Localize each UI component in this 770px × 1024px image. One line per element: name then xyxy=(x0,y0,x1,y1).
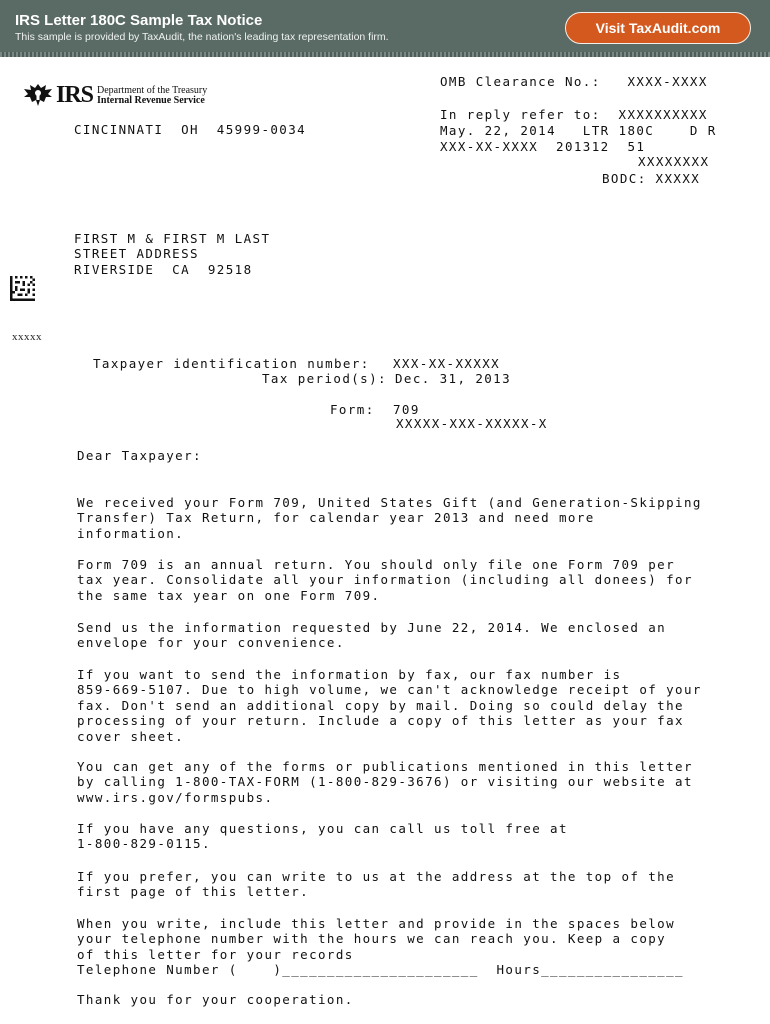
taxpayer-street: STREET ADDRESS xyxy=(74,246,199,261)
paragraph-line: www.irs.gov/formspubs. xyxy=(77,789,274,805)
irs-department xyxy=(97,86,207,106)
banner-divider xyxy=(0,52,770,57)
letter-date-type: May. 22, 2014 LTR 180C D R xyxy=(440,123,717,138)
reference-line: XXX-XX-XXXX 201312 51 xyxy=(440,139,646,154)
paragraph-line: fax. Don't send an additional copy by mail. Doing so could delay the xyxy=(77,697,684,713)
paragraph-line: When you write, include this letter and provide in the spaces below xyxy=(77,915,676,931)
paragraph-line: 1-800-829-0115. xyxy=(77,836,211,852)
form-value-2: XXXXX-XXX-XXXXX-X xyxy=(396,416,548,431)
reference-line-2: XXXXXXXX xyxy=(638,154,710,169)
paragraph-line: If you prefer, you can write to us at the address at the top of the xyxy=(77,868,676,884)
banner xyxy=(0,0,770,52)
bodc: BODC: XXXXX xyxy=(602,171,701,186)
tin-label: Taxpayer identification number: xyxy=(93,356,370,371)
paragraph-line: Send us the information requested by June 22, 2014. We enclosed an xyxy=(77,619,667,635)
taxpayer-city: RIVERSIDE CA 92518 xyxy=(74,262,253,277)
visit-taxaudit-button[interactable]: Visit TaxAudit.com xyxy=(565,12,751,44)
paragraph-line: cover sheet. xyxy=(77,728,185,744)
paragraph-line: Form 709 is an annual return. You should only file one Form 709 per xyxy=(77,556,676,572)
paragraph-line: You can get any of the forms or publications mentioned in this letter xyxy=(77,758,693,774)
telephone-hours-line: Telephone Number ( )______________________ Hours________________ xyxy=(77,962,684,977)
paragraph-line: If you want to send the information by fax, our fax number is xyxy=(77,666,622,682)
barcode-text: xxxxx xyxy=(12,331,42,343)
omb-clearance: OMB Clearance No.: XXXX-XXXX xyxy=(440,74,708,89)
datamatrix-barcode xyxy=(10,276,35,301)
paragraph-line: the same tax year on one Form 709. xyxy=(77,587,381,603)
paragraph-line: envelope for your convenience. xyxy=(77,635,345,651)
tax-period-value: Dec. 31, 2013 xyxy=(395,371,512,386)
form-label: Form: xyxy=(330,402,375,417)
paragraph-line: information. xyxy=(77,525,185,541)
form-value: 709 xyxy=(393,402,420,417)
closing: Thank you for your cooperation. xyxy=(77,992,354,1007)
banner-subtitle: This sample is provided by TaxAudit, the nation's leading tax representation firm. xyxy=(15,31,389,43)
taxpayer-name: FIRST M & FIRST M LAST xyxy=(74,231,271,246)
dept-line-1: Department of the Treasury xyxy=(97,85,208,96)
paragraph-line: tax year. Consolidate all your information (including all donees) for xyxy=(77,572,693,588)
paragraph-line: If you have any questions, you can call us toll free at xyxy=(77,820,568,836)
tax-period-label: Tax period(s): xyxy=(262,371,387,386)
paragraph-line: processing of your return. Include a copy of this letter as your fax xyxy=(77,713,684,729)
irs-wordmark: IRS xyxy=(56,82,94,108)
reply-reference: In reply refer to: XXXXXXXXXX xyxy=(440,107,708,122)
banner-title: IRS Letter 180C Sample Tax Notice xyxy=(15,12,263,29)
irs-eagle-icon xyxy=(22,82,54,108)
irs-city: CINCINNATI OH 45999-0034 xyxy=(74,122,307,137)
paragraph-line: of this letter for your records xyxy=(77,946,354,962)
paragraph-line: Transfer) Tax Return, for calendar year 2013 and need more xyxy=(77,510,595,526)
paragraph-line: first page of this letter. xyxy=(77,884,310,900)
paragraph-line: 859-669-5107. Due to high volume, we can't acknowledge receipt of your xyxy=(77,682,702,698)
paragraph-line: We received your Form 709, United States Gift (and Generation-Skipping xyxy=(77,494,702,510)
dept-line-2: Internal Revenue Service xyxy=(97,95,205,106)
salutation: Dear Taxpayer: xyxy=(77,448,202,463)
tin-value: XXX-XX-XXXXX xyxy=(393,356,501,371)
paragraph-line: by calling 1-800-TAX-FORM (1-800-829-3676) or visiting our website at xyxy=(77,774,693,790)
paragraph-line: your telephone number with the hours we can reach you. Keep a copy xyxy=(77,931,667,947)
